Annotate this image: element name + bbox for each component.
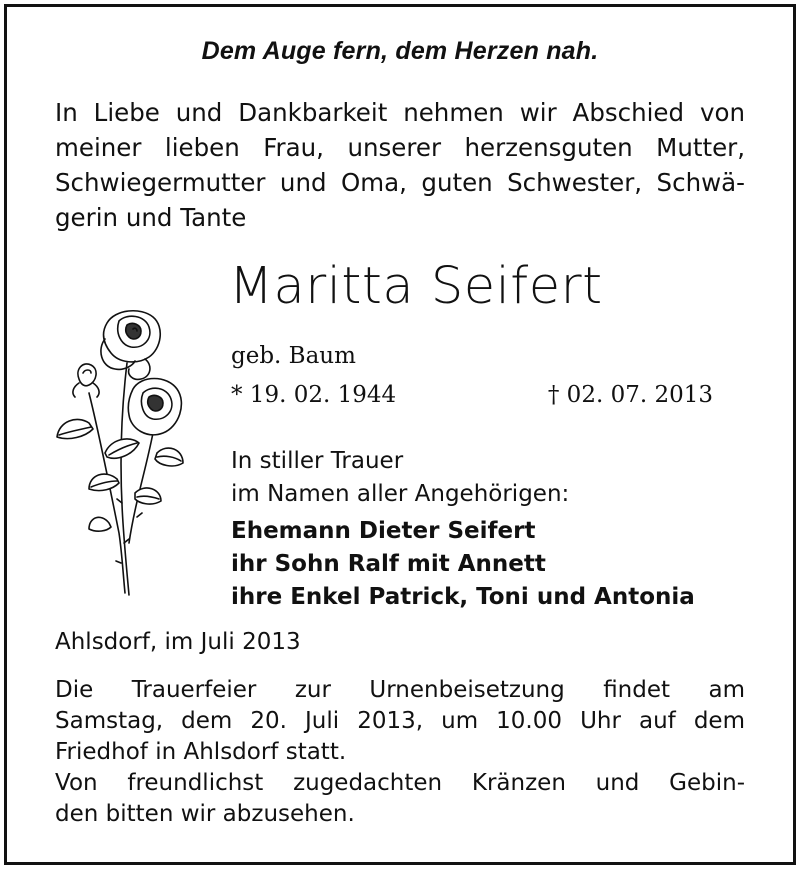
death-date: † 02. 07. 2013 — [547, 382, 713, 408]
mourning-line: im Namen aller Angehörigen: — [231, 481, 570, 507]
service-line: Samstag, dem 20. Juli 2013, um 10.00 Uhr auf dem — [55, 708, 745, 734]
motto-heading: Dem Auge fern, dem Herzen nah. — [201, 37, 599, 65]
deceased-name: Maritta Seifert — [229, 257, 603, 316]
service-line: den bitten wir abzusehen. — [55, 801, 355, 827]
service-line: Friedhof in Ahlsdorf statt. — [55, 739, 347, 765]
intro-paragraph — [55, 95, 745, 235]
obituary-notice — [4, 4, 796, 865]
family-member: Ehemann Dieter Seifert — [231, 518, 536, 544]
rose-illustration-icon — [49, 303, 189, 599]
service-line: Von freundlichst zugedachten Kränzen und Gebin- — [55, 770, 745, 796]
life-dates — [231, 382, 713, 408]
family-member: ihre Enkel Patrick, Toni und Antonia — [231, 584, 695, 610]
intro-line: gerin und Tante — [55, 203, 247, 232]
birth-date: * 19. 02. 1944 — [231, 382, 397, 408]
intro-line: meiner lieben Frau, unserer herzensguten Mutter, — [55, 133, 745, 162]
family-list — [231, 515, 695, 614]
service-paragraph — [55, 675, 745, 830]
intro-line: Schwiegermutter und Oma, guten Schwester, Schwä- — [55, 168, 745, 197]
mourning-line: In stiller Trauer — [231, 448, 404, 474]
mourning-text — [231, 445, 569, 511]
service-line: Die Trauerfeier zur Urnenbeisetzung findet am — [55, 677, 745, 703]
place-and-date: Ahlsdorf, im Juli 2013 — [55, 629, 301, 655]
family-member: ihr Sohn Ralf mit Annett — [231, 551, 546, 577]
intro-line: In Liebe und Dankbarkeit nehmen wir Abschied von — [55, 98, 745, 127]
birth-name: geb. Baum — [231, 343, 356, 369]
